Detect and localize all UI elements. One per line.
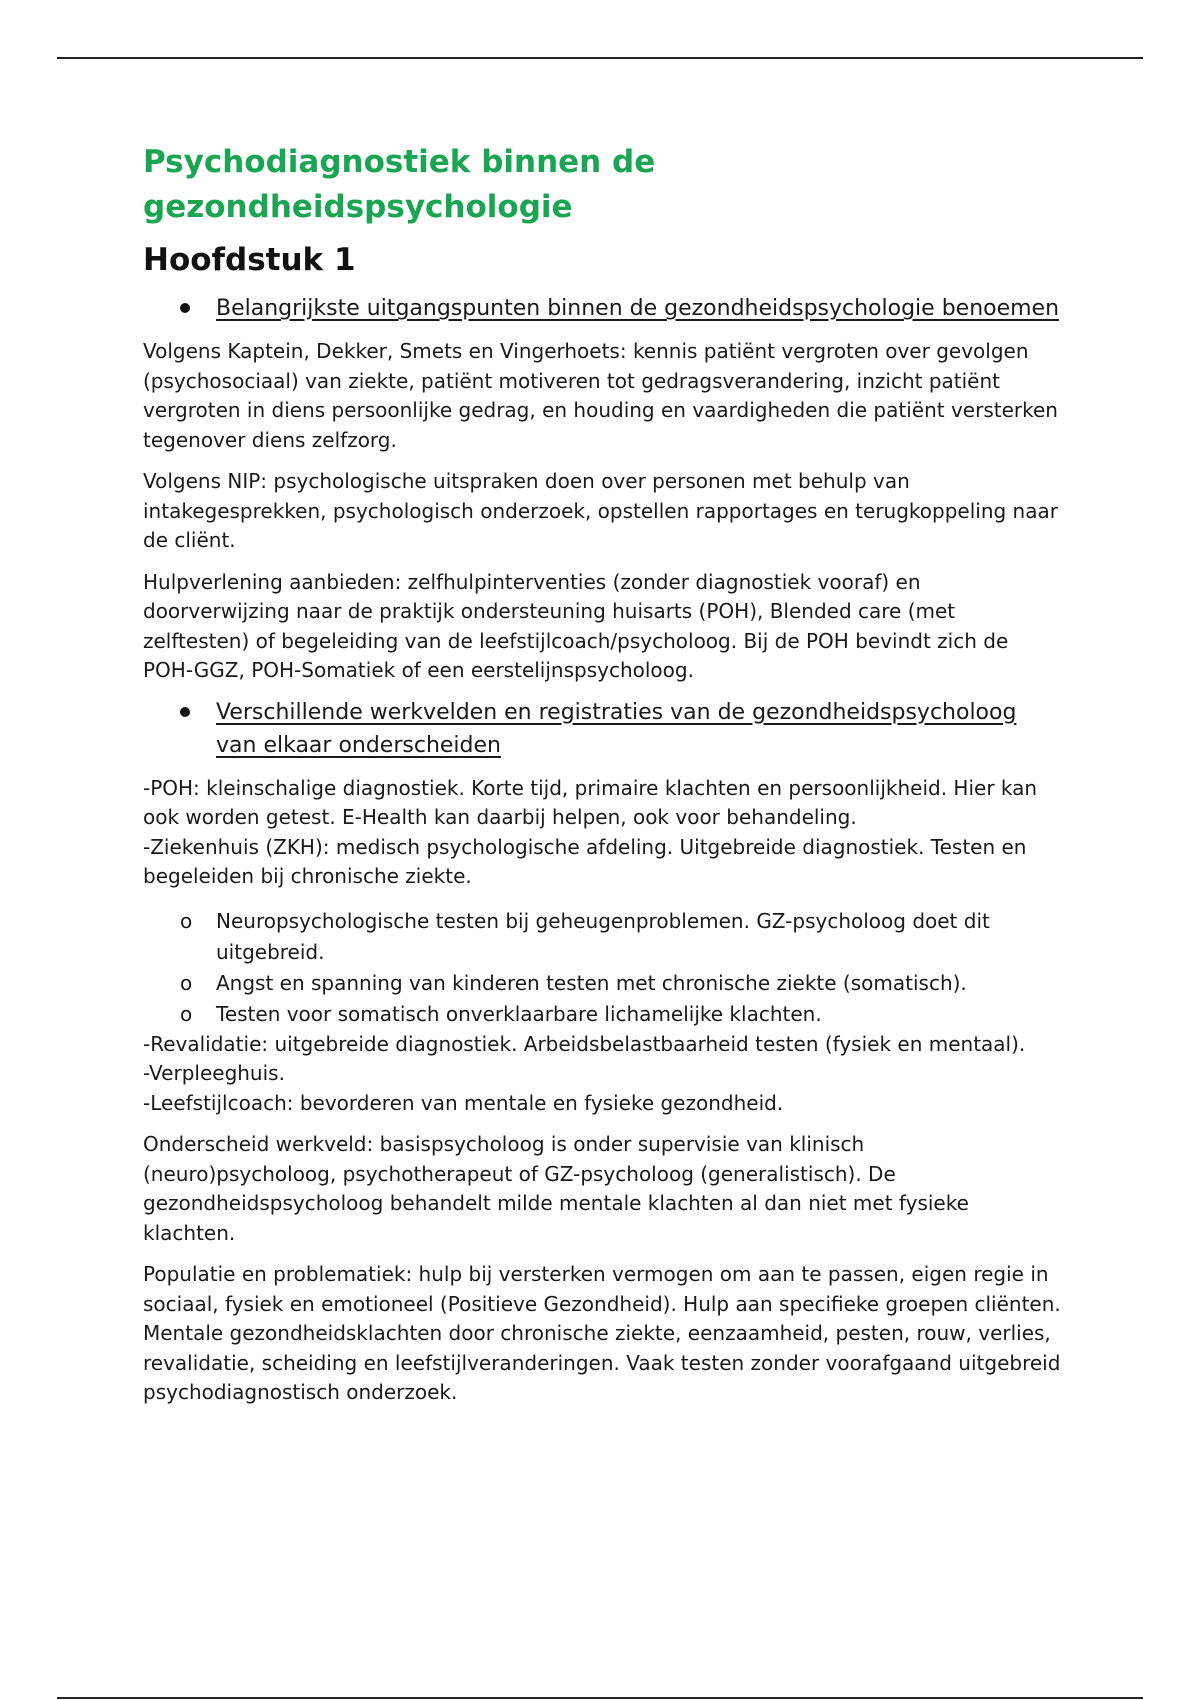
chapter-heading: Hoofdstuk 1 <box>143 242 356 278</box>
bullet-text: Verschillende werkvelden en registraties van de gezondheidspsycholoog van elkaar onderscheiden <box>216 699 1017 758</box>
circle-bullet-icon: o <box>180 970 193 995</box>
sub-list-item <box>143 906 1063 968</box>
paragraph: Onderscheid werkveld: basispsycholoog is onder supervisie van klinisch (neuro)psycholoog, psychotherapeut of GZ-psycholoog (generalistisch). De gezondheidspsycholoog behandelt milde mentale klachten al dan niet met fysieke klachten. <box>143 1132 969 1245</box>
werkveld-line: -Revalidatie: uitgebreide diagnostiek. Arbeidsbelastbaarheid testen (fysiek en mentaal). <box>143 1031 1026 1056</box>
paragraph: Hulpverlening aanbieden: zelfhulpinterventies (zonder diagnostiek vooraf) en doorverwijzing naar de praktijk ondersteuning huisarts (POH), Blended care (met zelftesten) of begeleiding van de leefstijlcoach/psycholoog. Bij de POH bevindt zich de POH-GGZ, POH-Somatiek of een eerstelijnspsycholoog. <box>143 569 1009 682</box>
sub-list-text: Angst en spanning van kinderen testen met chronische ziekte (somatisch). <box>216 970 967 995</box>
bullet-text: Belangrijkste uitgangspunten binnen de gezondheidspsychologie benoemen <box>216 296 1060 321</box>
document-page <box>143 140 1063 1408</box>
footer-rule <box>57 1697 1143 1699</box>
circle-bullet-icon: o <box>180 908 193 933</box>
bullet-dot-icon <box>180 303 190 313</box>
bullet-dot-icon <box>180 707 190 717</box>
sub-list-text: Neuropsychologische testen bij geheugenproblemen. GZ-psycholoog doet dit uitgebreid. <box>216 908 990 964</box>
paragraph: Volgens Kaptein, Dekker, Smets en Vingerhoets: kennis patiënt vergroten over gevolgen (psychosociaal) van ziekte, patiënt motiveren tot gedragsverandering, inzicht patiënt vergroten in diens persoonlijke gedrag, en houding en vaardigheden die patiënt versterken tegenover diens zelfzorg. <box>143 339 1058 452</box>
paragraph: Volgens NIP: psychologische uitspraken doen over personen met behulp van intakegesprekken, psychologisch onderzoek, opstellen rapportages en terugkoppeling naar de cliënt. <box>143 469 1058 552</box>
bullet-item <box>143 696 1063 762</box>
werkveld-line: -POH: kleinschalige diagnostiek. Korte tijd, primaire klachten en persoonlijkheid. Hier kan ook worden getest. E-Health kan daarbij helpen, ook voor behandeling. <box>143 775 1038 829</box>
sub-list-text: Testen voor somatisch onverklaarbare lichamelijke klachten. <box>216 1001 822 1026</box>
header-rule <box>57 57 1143 59</box>
werkveld-line: -Leefstijlcoach: bevorderen van mentale en fysieke gezondheid. <box>143 1090 784 1115</box>
bullet-item <box>143 292 1063 325</box>
paragraph: Populatie en problematiek: hulp bij versterken vermogen om aan te passen, eigen regie in sociaal, fysiek en emotioneel (Positieve Gezondheid). Hulp aan specifieke groepen cliënten. Mentale gezondheidsklachten door chronische ziekte, eenzaamheid, pesten, rouw, verlies, revalidatie, scheiding en leefstijlveranderingen. Vaak testen zonder voorafgaand uitgebreid psychodiagnostisch onderzoek. <box>143 1262 1061 1404</box>
document-title: Psychodiagnostiek binnen de gezondheidspsychologie <box>143 144 656 225</box>
werkveld-line: -Ziekenhuis (ZKH): medisch psychologische afdeling. Uitgebreide diagnostiek. Testen en begeleiden bij chronische ziekte. <box>143 834 1027 888</box>
sub-list-item <box>143 968 1063 999</box>
werkveld-line: -Verpleeghuis. <box>143 1061 285 1085</box>
circle-bullet-icon: o <box>180 1001 193 1026</box>
sub-list-item <box>143 999 1063 1030</box>
werkveld-list <box>143 1030 1063 1119</box>
sub-list <box>143 906 1063 1030</box>
werkveld-list <box>143 774 1063 892</box>
